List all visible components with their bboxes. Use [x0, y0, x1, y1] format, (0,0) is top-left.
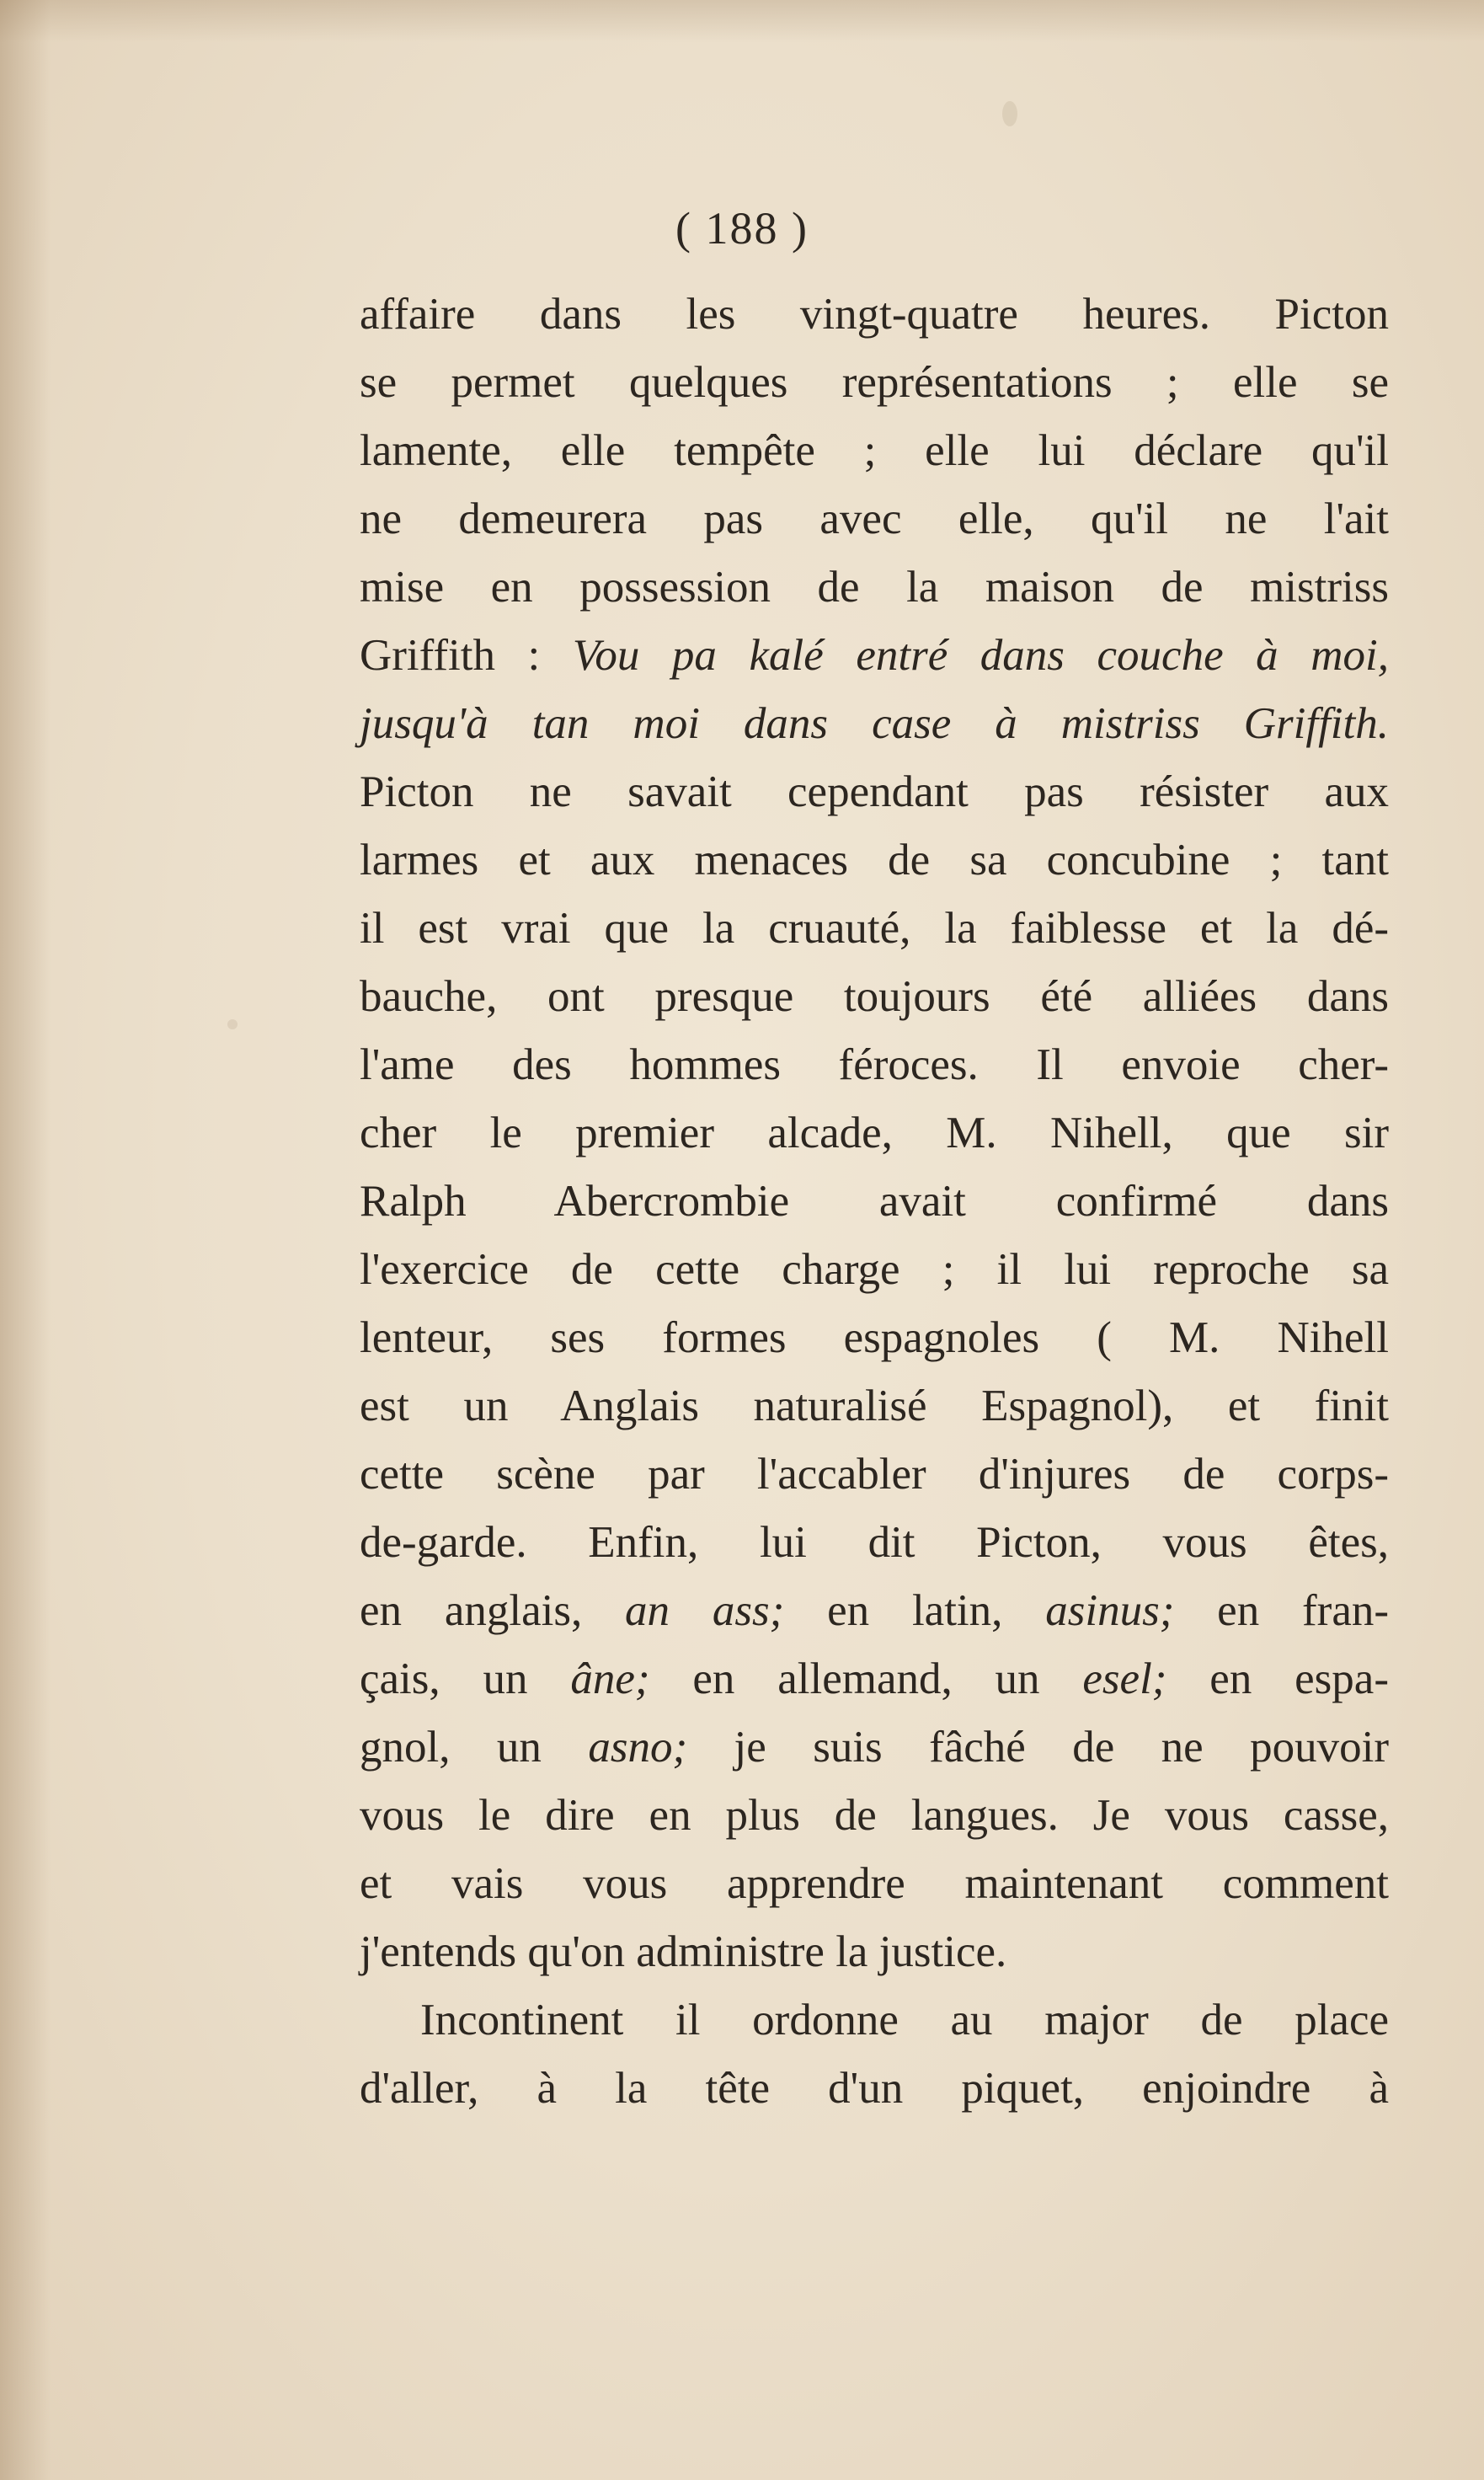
text-segment: je suis fâché de ne pouvoir — [687, 1723, 1389, 1772]
body-text — [360, 281, 1389, 2123]
page-top-shadow — [0, 0, 1484, 42]
text-segment: çais, un — [360, 1654, 571, 1703]
text-line: affaire dans les vingt-quatre heures. Picton — [360, 290, 1389, 339]
italic-text: esel; — [1082, 1654, 1167, 1703]
text-line — [360, 690, 1389, 758]
text-line: vous le dire en plus de langues. Je vous casse, — [360, 1791, 1389, 1840]
text-line: lamente, elle tempête ; elle lui déclare qu'il — [360, 426, 1389, 475]
text-segment: Griffith : — [360, 631, 573, 680]
text-line: bauche, ont presque toujours été alliées dans — [360, 972, 1389, 1021]
text-line: l'exercice de cette charge ; il lui reproche sa — [360, 1245, 1389, 1294]
text-line: Picton ne savait cependant pas résister aux — [360, 767, 1389, 816]
text-segment: gnol, un — [360, 1723, 589, 1772]
text-line: est un Anglais naturalisé Espagnol), et finit — [360, 1382, 1389, 1430]
text-line: il est vrai que la cruauté, la faiblesse et la dé- — [360, 904, 1389, 953]
text-segment: en allemand, un — [649, 1654, 1083, 1703]
page-edge-shadow — [0, 0, 51, 2480]
text-line: se permet quelques représentations ; elle se — [360, 358, 1389, 407]
text-line: l'ame des hommes féroces. Il envoie cher- — [360, 1040, 1389, 1089]
italic-text: Vou pa kalé entré dans couche à moi, — [572, 631, 1389, 680]
page-number: ( 188 ) — [675, 203, 809, 254]
text-line: d'aller, à la tête d'un piquet, enjoindre à — [360, 2064, 1389, 2113]
text-segment: en latin, — [784, 1586, 1046, 1635]
italic-text: âne; — [570, 1654, 650, 1703]
text-line: mise en possession de la maison de mistriss — [360, 563, 1389, 612]
text-line: et vais vous apprendre maintenant comment — [360, 1859, 1389, 1908]
text-segment: en anglais, — [360, 1586, 626, 1635]
text-line: Incontinent il ordonne au major de place — [420, 1996, 1389, 2044]
italic-text: jusqu'à tan moi dans case à mistriss Griffith. — [360, 699, 1389, 748]
text-line — [360, 622, 1389, 690]
text-line: de-garde. Enfin, lui dit Picton, vous êtes, — [360, 1518, 1389, 1567]
text-line — [360, 1645, 1389, 1713]
paper-stain — [227, 1019, 238, 1029]
italic-text: asno; — [588, 1723, 688, 1772]
italic-text: an ass; — [625, 1586, 785, 1635]
text-line: cher le premier alcade, M. Nihell, que sir — [360, 1109, 1389, 1157]
text-line: lenteur, ses formes espagnoles ( M. Nihell — [360, 1313, 1389, 1362]
paper-stain — [1002, 101, 1017, 126]
text-segment: en fran- — [1174, 1586, 1389, 1635]
text-line — [360, 1577, 1389, 1645]
text-line: j'entends qu'on administre la justice. — [360, 1927, 1007, 1976]
text-line: ne demeurera pas avec elle, qu'il ne l'ait — [360, 494, 1389, 543]
text-segment: en espa- — [1166, 1654, 1389, 1703]
text-line: Ralph Abercrombie avait confirmé dans — [360, 1177, 1389, 1226]
text-line: larmes et aux menaces de sa concubine ; tant — [360, 836, 1389, 885]
italic-text: asinus; — [1045, 1586, 1175, 1635]
text-line — [360, 1713, 1389, 1782]
text-line: cette scène par l'accabler d'injures de corps- — [360, 1450, 1389, 1499]
